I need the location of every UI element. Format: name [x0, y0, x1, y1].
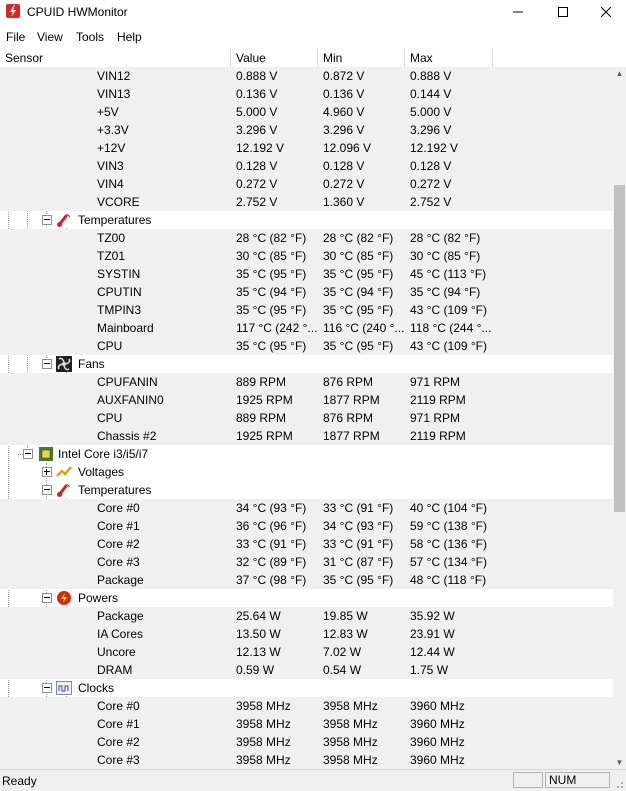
column-sensor[interactable]: Sensor [0, 49, 231, 67]
sensor-min: 35 °C (94 °F) [323, 285, 394, 299]
sensor-row[interactable] [0, 121, 613, 139]
sensor-max: 28 °C (82 °F) [410, 231, 481, 245]
sensor-label: IA Cores [97, 627, 144, 641]
group-label: Voltages [78, 465, 125, 479]
sensor-max: 12.44 W [410, 645, 455, 659]
sensor-min: 0.54 W [323, 663, 362, 677]
sensor-label: VIN12 [97, 69, 131, 83]
sensor-min: 35 °C (95 °F) [323, 339, 394, 353]
group-label: Temperatures [78, 483, 152, 497]
column-min[interactable]: Min [318, 49, 405, 67]
sensor-label: AUXFANIN0 [97, 393, 164, 407]
close-button[interactable] [586, 0, 626, 24]
sensor-row[interactable] [0, 661, 613, 679]
sensor-row[interactable] [0, 625, 613, 643]
minimize-button[interactable] [495, 0, 541, 24]
column-max[interactable]: Max [405, 49, 493, 67]
sensor-value: 35 °C (95 °F) [236, 267, 307, 281]
sensor-min: 12.096 V [323, 141, 372, 155]
sensor-min: 3958 MHz [323, 699, 378, 713]
scroll-up-arrow-icon[interactable]: ▲ [615, 69, 624, 78]
device-label: Intel Core i3/i5/i7 [58, 447, 149, 461]
sensor-value: 3.296 V [236, 123, 278, 137]
sensor-label: +5V [97, 105, 119, 119]
sensor-row[interactable] [0, 517, 613, 535]
sensor-label: Package [97, 609, 144, 623]
sensor-label: Core #1 [97, 519, 140, 533]
sensor-value: 32 °C (89 °F) [236, 555, 307, 569]
group-row-powers[interactable] [0, 589, 613, 607]
sensor-label: Core #0 [97, 699, 140, 713]
sensor-row[interactable] [0, 85, 613, 103]
sensor-min: 0.136 V [323, 87, 365, 101]
sensor-max: 12.192 V [410, 141, 459, 155]
sensor-max: 48 °C (118 °F) [410, 573, 487, 587]
cpu-chip-icon [38, 446, 54, 462]
sensor-min: 3958 MHz [323, 735, 378, 749]
sensor-row[interactable] [0, 733, 613, 751]
sensor-label: TZ01 [97, 249, 126, 263]
sensor-max: 35 °C (94 °F) [410, 285, 481, 299]
sensor-label: Core #1 [97, 717, 140, 731]
sensor-max: 43 °C (109 °F) [410, 303, 487, 317]
sensor-label: Uncore [97, 645, 136, 659]
scrollbar-thumb[interactable] [614, 185, 625, 512]
sensor-value: 1925 RPM [236, 429, 293, 443]
sensor-max: 5.000 V [410, 105, 452, 119]
sensor-row[interactable] [0, 229, 613, 247]
sensor-value: 117 °C (242 °... [236, 321, 318, 335]
sensor-value: 12.13 W [236, 645, 281, 659]
menu-help[interactable]: Help [117, 30, 142, 44]
sensor-label: Core #2 [97, 735, 140, 749]
sensor-value: 2.752 V [236, 195, 278, 209]
column-value[interactable]: Value [231, 49, 318, 67]
sensor-label: +3.3V [97, 123, 129, 137]
group-row-temperatures[interactable] [0, 481, 613, 499]
resize-grip-icon[interactable] [614, 779, 624, 789]
menu-file[interactable]: File [6, 30, 26, 44]
sensor-row[interactable] [0, 499, 613, 517]
collapse-icon[interactable] [23, 449, 33, 459]
sensor-row[interactable] [0, 535, 613, 553]
sensor-value: 13.50 W [236, 627, 281, 641]
group-row-clocks[interactable] [0, 679, 613, 697]
sensor-max: 58 °C (136 °F) [410, 537, 487, 551]
sensor-max: 30 °C (85 °F) [410, 249, 481, 263]
vertical-scrollbar[interactable] [613, 67, 626, 769]
sensor-value: 1925 RPM [236, 393, 293, 407]
sensor-min: 3958 MHz [323, 753, 378, 767]
sensor-min: 7.02 W [323, 645, 362, 659]
sensor-row[interactable] [0, 175, 613, 193]
sensor-max: 40 °C (104 °F) [410, 501, 487, 515]
sensor-row[interactable] [0, 319, 613, 337]
power-icon [56, 590, 72, 606]
sensor-value: 37 °C (98 °F) [236, 573, 307, 587]
sensor-row[interactable] [0, 697, 613, 715]
sensor-min: 34 °C (93 °F) [323, 519, 394, 533]
sensor-min: 35 °C (95 °F) [323, 267, 394, 281]
device-row[interactable] [0, 445, 613, 463]
sensor-label: VIN3 [97, 159, 124, 173]
collapse-icon[interactable] [42, 485, 52, 495]
sensor-min: 19.85 W [323, 609, 368, 623]
expand-icon[interactable] [42, 467, 52, 477]
group-label: Fans [78, 357, 105, 371]
sensor-label: Package [97, 573, 144, 587]
group-label: Clocks [78, 681, 115, 695]
fan-icon [56, 356, 72, 372]
sensor-min: 3958 MHz [323, 717, 378, 731]
sensor-value: 35 °C (95 °F) [236, 339, 307, 353]
group-label: Powers [78, 591, 119, 605]
sensor-value: 3958 MHz [236, 735, 291, 749]
sensor-row[interactable] [0, 67, 613, 85]
sensor-min: 33 °C (91 °F) [323, 501, 394, 515]
hwmonitor-app-icon [6, 4, 20, 18]
sensor-max: 0.272 V [410, 177, 452, 191]
sensor-min: 35 °C (95 °F) [323, 303, 394, 317]
sensor-min: 33 °C (91 °F) [323, 537, 394, 551]
temperature-icon [56, 482, 72, 498]
sensor-label: Core #3 [97, 555, 140, 569]
sensor-label: +12V [97, 141, 126, 155]
num-lock-indicator: NUM [545, 772, 610, 788]
sensor-max: 59 °C (138 °F) [410, 519, 487, 533]
sensor-value: 3958 MHz [236, 699, 291, 713]
sensor-value: 35 °C (95 °F) [236, 303, 307, 317]
sensor-label: VIN13 [97, 87, 131, 101]
sensor-label: Core #3 [97, 753, 140, 767]
group-label: Temperatures [78, 213, 152, 227]
sensor-row[interactable] [0, 409, 613, 427]
collapse-icon[interactable] [42, 683, 52, 693]
sensor-min: 876 RPM [323, 375, 374, 389]
sensor-min: 1877 RPM [323, 393, 380, 407]
collapse-icon[interactable] [42, 359, 52, 369]
sensor-row[interactable] [0, 751, 613, 769]
sensor-min: 12.83 W [323, 627, 368, 641]
sensor-label: CPUFANIN [97, 375, 158, 389]
window-title: CPUID HWMonitor [27, 5, 128, 19]
sensor-row[interactable] [0, 265, 613, 283]
sensor-min: 30 °C (85 °F) [323, 249, 394, 263]
sensor-value: 35 °C (94 °F) [236, 285, 307, 299]
sensor-row[interactable] [0, 283, 613, 301]
sensor-value: 889 RPM [236, 411, 287, 425]
sensor-row[interactable] [0, 247, 613, 265]
sensor-label: Mainboard [97, 321, 154, 335]
clock-icon [56, 680, 72, 696]
column-header [0, 49, 626, 68]
sensor-row[interactable] [0, 571, 613, 589]
sensor-min: 1877 RPM [323, 429, 380, 443]
sensor-label: CPU [97, 339, 123, 353]
sensor-max: 118 °C (244 °... [410, 321, 492, 335]
sensor-max: 0.888 V [410, 69, 452, 83]
sensor-max: 43 °C (109 °F) [410, 339, 487, 353]
group-row-temperatures[interactable] [0, 211, 613, 229]
scroll-down-arrow-icon[interactable]: ▼ [615, 758, 624, 767]
sensor-value: 3958 MHz [236, 753, 291, 767]
sensor-row[interactable] [0, 103, 613, 121]
sensor-max: 2.752 V [410, 195, 452, 209]
sensor-tree[interactable] [0, 67, 613, 769]
sensor-label: TMPIN3 [97, 303, 142, 317]
sensor-min: 3.296 V [323, 123, 365, 137]
group-row-voltages[interactable] [0, 463, 613, 481]
sensor-max: 3960 MHz [410, 717, 465, 731]
maximize-button[interactable] [540, 0, 586, 24]
sensor-max: 35.92 W [410, 609, 455, 623]
sensor-min: 0.872 V [323, 69, 365, 83]
collapse-icon[interactable] [42, 593, 52, 603]
sensor-label: VIN4 [97, 177, 124, 191]
sensor-min: 28 °C (82 °F) [323, 231, 394, 245]
sensor-min: 0.272 V [323, 177, 365, 191]
menu-tools[interactable]: Tools [76, 30, 105, 44]
sensor-label: Core #0 [97, 501, 140, 515]
sensor-row[interactable] [0, 391, 613, 409]
sensor-row[interactable] [0, 193, 613, 211]
sensor-max: 2119 RPM [410, 393, 466, 407]
sensor-min: 116 °C (240 °... [323, 321, 405, 335]
sensor-max: 45 °C (113 °F) [410, 267, 487, 281]
sensor-min: 31 °C (87 °F) [323, 555, 394, 569]
sensor-max: 971 RPM [410, 375, 461, 389]
sensor-row[interactable] [0, 301, 613, 319]
voltage-icon [56, 464, 72, 480]
status-bar [0, 769, 626, 791]
sensor-label: VCORE [97, 195, 140, 209]
sensor-max: 0.128 V [410, 159, 452, 173]
sensor-row[interactable] [0, 337, 613, 355]
sensor-value: 33 °C (91 °F) [236, 537, 307, 551]
sensor-row[interactable] [0, 427, 613, 445]
sensor-value: 0.128 V [236, 159, 278, 173]
sensor-value: 0.888 V [236, 69, 278, 83]
sensor-label: Chassis #2 [97, 429, 157, 443]
sensor-max: 57 °C (134 °F) [410, 555, 487, 569]
sensor-value: 25.64 W [236, 609, 281, 623]
temperature-icon [56, 212, 72, 228]
sensor-max: 3960 MHz [410, 699, 465, 713]
sensor-value: 34 °C (93 °F) [236, 501, 307, 515]
sensor-label: SYSTIN [97, 267, 141, 281]
sensor-max: 3.296 V [410, 123, 452, 137]
sensor-label: Core #2 [97, 537, 140, 551]
sensor-row[interactable] [0, 373, 613, 391]
sensor-min: 876 RPM [323, 411, 374, 425]
sensor-value: 30 °C (85 °F) [236, 249, 307, 263]
sensor-row[interactable] [0, 157, 613, 175]
sensor-value: 5.000 V [236, 105, 278, 119]
sensor-row[interactable] [0, 607, 613, 625]
sensor-value: 0.272 V [236, 177, 278, 191]
sensor-row[interactable] [0, 139, 613, 157]
sensor-value: 0.59 W [236, 663, 275, 677]
sensor-value: 28 °C (82 °F) [236, 231, 307, 245]
sensor-max: 3960 MHz [410, 753, 465, 767]
sensor-value: 0.136 V [236, 87, 278, 101]
sensor-label: TZ00 [97, 231, 126, 245]
sensor-value: 12.192 V [236, 141, 285, 155]
menu-view[interactable]: View [37, 30, 63, 44]
sensor-row[interactable] [0, 643, 613, 661]
menu-bar [0, 27, 626, 47]
sensor-value: 36 °C (96 °F) [236, 519, 307, 533]
sensor-label: CPU [97, 411, 123, 425]
sensor-row[interactable] [0, 553, 613, 571]
status-panel-empty [513, 772, 543, 788]
sensor-min: 4.960 V [323, 105, 365, 119]
sensor-min: 1.360 V [323, 195, 365, 209]
status-text: Ready [2, 774, 37, 788]
sensor-min: 0.128 V [323, 159, 365, 173]
sensor-max: 971 RPM [410, 411, 461, 425]
sensor-max: 23.91 W [410, 627, 455, 641]
sensor-label: DRAM [97, 663, 133, 677]
sensor-value: 3958 MHz [236, 717, 291, 731]
sensor-max: 0.144 V [410, 87, 452, 101]
title-bar [0, 0, 626, 24]
sensor-max: 1.75 W [410, 663, 449, 677]
sensor-max: 3960 MHz [410, 735, 465, 749]
sensor-label: CPUTIN [97, 285, 142, 299]
sensor-row[interactable] [0, 715, 613, 733]
sensor-min: 35 °C (95 °F) [323, 573, 394, 587]
sensor-max: 2119 RPM [410, 429, 466, 443]
group-row-fans[interactable] [0, 355, 613, 373]
collapse-icon[interactable] [42, 215, 52, 225]
sensor-value: 889 RPM [236, 375, 287, 389]
